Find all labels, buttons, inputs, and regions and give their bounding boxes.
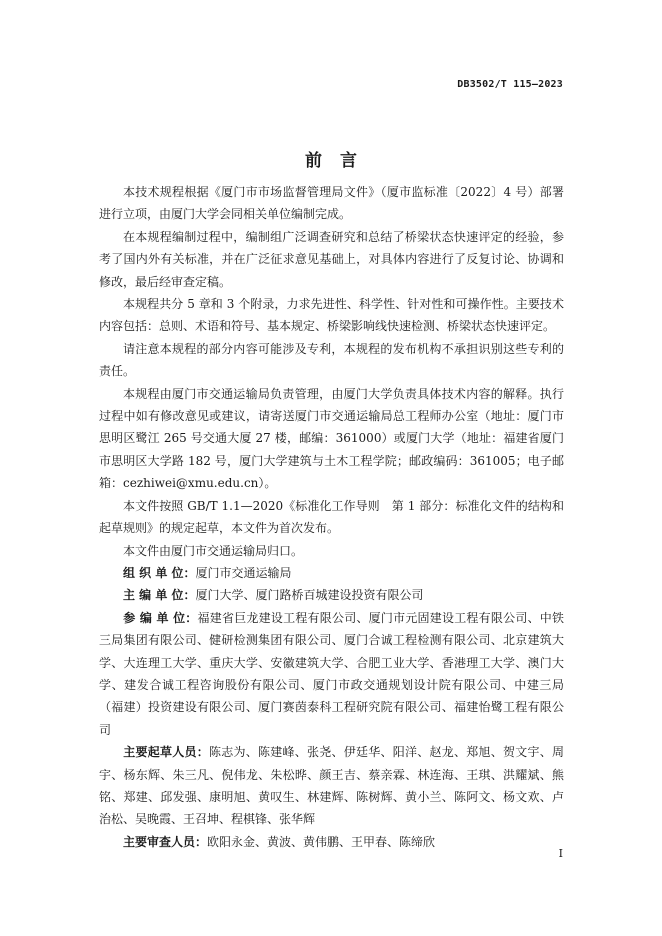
paragraph-centralized: 本文件由厦门市交通运输局归口。	[123, 543, 304, 558]
paragraph-compilation-process: 在本规程编制过程中，编制组广泛调查研究和总结了桥梁状态快速评定的经验，参考了国内外有关标准，并在广泛征求意见基础上，对具体内容进行了反复讨论、协调和修改，最后经审查定稿。	[99, 229, 564, 289]
paragraph-drafting-rules: 本文件按照 GB/T 1.1—2020《标准化工作导则 第 1 部分：标准化文件的结构和起草规则》的规定起草，本文件为首次发布。	[99, 498, 564, 536]
paragraph-structure: 本规程共分 5 章和 3 个附录，力求先进性、科学性、针对性和可操作性。主要技术内容包括：总则、术语和符号、基本规定、桥梁影响线快速检测、桥梁状态快速评定。	[99, 297, 564, 334]
participating-units	[99, 607, 564, 741]
chief-editor-unit-value: 厦门大学、厦门路桥百城建设投资有限公司	[195, 588, 424, 603]
organizing-unit-value: 厦门市交通运输局	[195, 565, 292, 580]
paragraph-patent-notice: 请注意本规程的部分内容可能涉及专利，本规程的发布机构不承担识别这些专利的责任。	[99, 341, 564, 379]
organizing-unit-label: 组 织 单 位：	[123, 565, 196, 580]
participating-units-value: 福建省巨龙建设工程有限公司、厦门市元固建设工程有限公司、中铁三局集团有限公司、健研检测集团有限公司、厦门合诚工程检测有限公司、北京建筑大学、大连理工大学、重庆大学、安徽建筑大学、合肥工业大学、香港理工大学、澳门大学、建发合诚工程咨询股份有限公司、厦门市政交通规划设计院有限公司、中建三局（福建）投资建设有限公司、厦门赛茵泰科工程研究院有限公司、福建怡鹭工程有限公司	[99, 610, 564, 737]
main-drafters-label: 主要起草人员：	[123, 745, 209, 760]
main-reviewers-label: 主要审查人员：	[123, 834, 208, 849]
chief-editor-unit	[99, 584, 564, 606]
page-title: 前言	[305, 151, 375, 171]
main-drafters-value: 陈志为、陈建峰、张尧、伊廷华、阳洋、赵龙、郑旭、贺文宇、周宇、杨东辉、朱三凡、倪伟龙、朱松晔、颜王吉、蔡亲霖、林连海、王琪、洪耀斌、熊铭、郑建、邱发强、康明旭、黄叹生、林建辉、陈树辉、黄小兰、陈阿文、杨文欢、卢治松、吴晚霞、王召坤、程棋锋、张华辉	[99, 745, 564, 827]
foreword-body	[99, 181, 564, 853]
participating-units-label: 参 编 单 位：	[123, 610, 198, 625]
main-reviewers-value: 欧阳永金、黄波、黄伟鹏、王甲春、陈缔欣	[207, 834, 436, 849]
chief-editor-unit-label: 主 编 单 位：	[123, 588, 196, 603]
document-code: DB3502/T 115—2023	[457, 79, 563, 90]
organizing-unit	[99, 562, 564, 584]
paragraph-management: 本规程由厦门市交通运输局负责管理，由厦门大学负责具体技术内容的解释。执行过程中如有修改意见或建议，请寄送厦门市交通运输局总工程师办公室（地址：厦门市思明区鹭江 265 号交通大厦 27 楼，邮编：361000）或厦门大学（地址：福建省厦门市思明区大学路 182 号，厦门大学建筑与土木工程学院；邮政编码：361005；电子邮箱：cezhiwei@xmu.edu.cn）。	[99, 386, 564, 491]
main-drafters	[99, 741, 564, 831]
paragraph-project-basis: 本技术规程根据《厦门市市场监督管理局文件》（厦市监标准〔2022〕4 号）部署进行立项，由厦门大学会同相关单位编制完成。	[99, 185, 564, 222]
page-number: I	[558, 847, 563, 860]
main-reviewers	[99, 831, 564, 853]
